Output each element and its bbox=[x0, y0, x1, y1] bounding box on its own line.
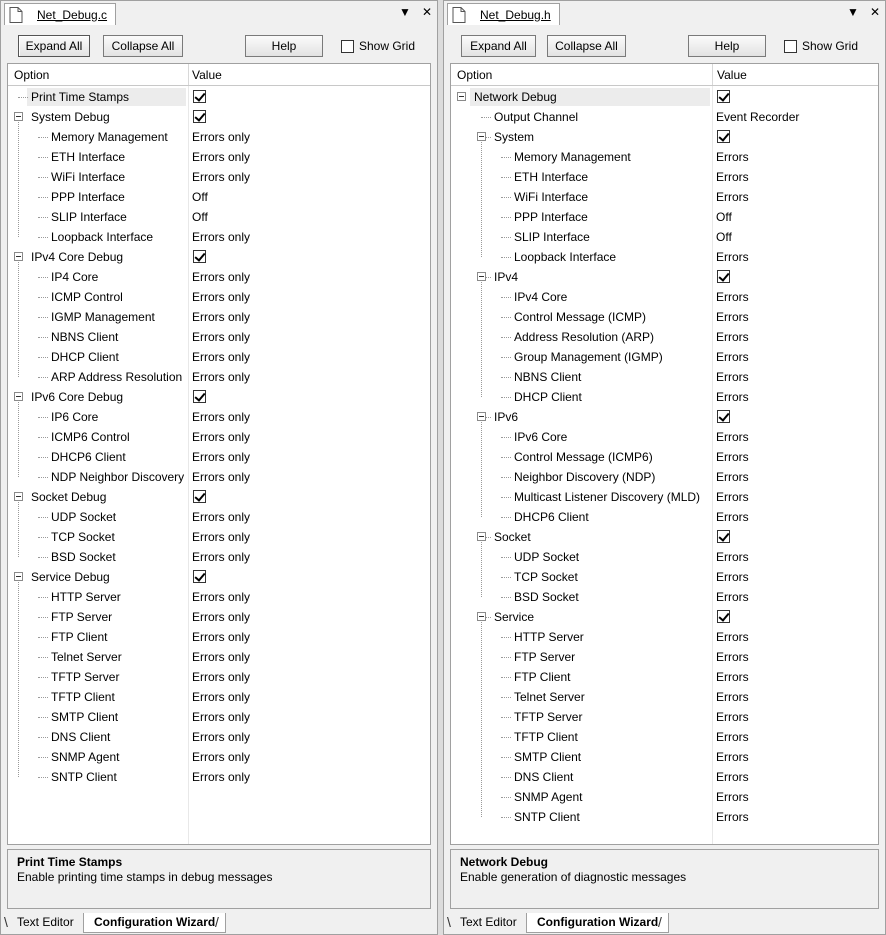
option-label[interactable]: WiFi Interface bbox=[514, 190, 589, 204]
collapse-toggle-icon[interactable] bbox=[14, 252, 23, 261]
dropdown-arrow-icon[interactable]: ▼ bbox=[399, 5, 411, 19]
tree-row[interactable] bbox=[8, 687, 430, 707]
show-grid-label: Show Grid bbox=[359, 39, 416, 53]
option-value[interactable]: Errors bbox=[716, 250, 749, 264]
collapse-toggle-icon[interactable] bbox=[14, 492, 23, 501]
value-column-header[interactable]: Value bbox=[192, 68, 222, 82]
option-value[interactable]: Off bbox=[716, 210, 732, 224]
option-label[interactable]: FTP Client bbox=[51, 630, 108, 644]
option-label[interactable]: System bbox=[494, 130, 535, 144]
tree-row[interactable] bbox=[451, 607, 878, 627]
option-label[interactable]: IPv6 Core Debug bbox=[31, 390, 124, 404]
option-label[interactable]: PPP Interface bbox=[514, 210, 588, 224]
tree-row[interactable] bbox=[451, 147, 878, 167]
option-value[interactable]: Errors bbox=[716, 190, 749, 204]
tree-row[interactable] bbox=[451, 467, 878, 487]
option-value[interactable]: Off bbox=[192, 190, 208, 204]
option-value[interactable]: Errors bbox=[716, 310, 749, 324]
file-tab-bar bbox=[1, 1, 437, 27]
tree-row[interactable] bbox=[451, 367, 878, 387]
option-label[interactable]: Network Debug bbox=[474, 90, 557, 104]
option-label[interactable]: Telnet Server bbox=[51, 650, 122, 664]
option-value[interactable]: Errors only bbox=[192, 610, 251, 624]
close-icon[interactable]: ✕ bbox=[869, 5, 881, 19]
tree-row[interactable] bbox=[451, 207, 878, 227]
bottom-tab-bar: \ Text Editor Configuration Wizard / bbox=[1, 913, 437, 935]
tree-row[interactable] bbox=[8, 667, 430, 687]
option-label[interactable]: IP4 Core bbox=[51, 270, 99, 284]
tree-row[interactable] bbox=[8, 487, 430, 507]
option-label[interactable]: ETH Interface bbox=[514, 170, 589, 184]
option-label[interactable]: NBNS Client bbox=[514, 370, 582, 384]
tree-row[interactable] bbox=[451, 767, 878, 787]
tree-row[interactable] bbox=[8, 127, 430, 147]
option-value[interactable]: Errors only bbox=[192, 590, 251, 604]
option-value[interactable]: Errors only bbox=[192, 330, 251, 344]
option-value[interactable]: Errors bbox=[716, 690, 749, 704]
file-tab[interactable] bbox=[4, 3, 116, 25]
option-label[interactable]: HTTP Server bbox=[51, 590, 121, 604]
file-tab-bar bbox=[444, 1, 885, 27]
tab-configuration-wizard[interactable]: Configuration Wizard bbox=[83, 913, 226, 933]
option-label[interactable]: Neighbor Discovery (NDP) bbox=[514, 470, 656, 484]
tree-row[interactable] bbox=[8, 647, 430, 667]
option-value[interactable]: Errors bbox=[716, 790, 749, 804]
enable-checkbox[interactable] bbox=[193, 90, 206, 103]
description-text: Enable printing time stamps in debug messages bbox=[17, 870, 273, 884]
enable-checkbox[interactable] bbox=[193, 570, 206, 583]
enable-checkbox[interactable] bbox=[717, 270, 730, 283]
bottom-tab-bar: \ Text Editor Configuration Wizard / bbox=[444, 913, 885, 935]
tree-row[interactable] bbox=[8, 407, 430, 427]
option-label[interactable]: TCP Socket bbox=[51, 530, 115, 544]
option-label[interactable]: NDP Neighbor Discovery bbox=[51, 470, 185, 484]
tree-row[interactable] bbox=[8, 627, 430, 647]
collapse-all-button[interactable]: Collapse All bbox=[547, 35, 626, 57]
tree-row[interactable] bbox=[451, 647, 878, 667]
option-label[interactable]: TFTP Client bbox=[51, 690, 115, 704]
option-label[interactable]: PPP Interface bbox=[51, 190, 125, 204]
option-label[interactable]: TFTP Server bbox=[514, 710, 583, 724]
description-pane bbox=[450, 849, 879, 909]
show-grid-label: Show Grid bbox=[802, 39, 859, 53]
tree-row[interactable] bbox=[8, 547, 430, 567]
option-value[interactable]: Errors only bbox=[192, 230, 251, 244]
wizard-toolbar bbox=[7, 31, 431, 61]
option-label[interactable]: IPv6 Core bbox=[514, 430, 568, 444]
tree-row[interactable] bbox=[8, 267, 430, 287]
tree-row[interactable] bbox=[8, 747, 430, 767]
option-label[interactable]: FTP Client bbox=[514, 670, 571, 684]
enable-checkbox[interactable] bbox=[717, 530, 730, 543]
option-label[interactable]: IP6 Core bbox=[51, 410, 99, 424]
option-value[interactable]: Errors bbox=[716, 490, 749, 504]
tree-row[interactable] bbox=[451, 327, 878, 347]
option-label[interactable]: FTP Server bbox=[514, 650, 576, 664]
tree-row[interactable] bbox=[8, 427, 430, 447]
tree-row[interactable] bbox=[8, 167, 430, 187]
option-value[interactable]: Errors only bbox=[192, 350, 251, 364]
option-value[interactable]: Errors only bbox=[192, 690, 251, 704]
option-value[interactable]: Errors bbox=[716, 390, 749, 404]
option-column-header[interactable]: Option bbox=[14, 68, 50, 82]
option-label[interactable]: TFTP Server bbox=[51, 670, 120, 684]
tree-row[interactable] bbox=[451, 247, 878, 267]
option-label[interactable]: UDP Socket bbox=[51, 510, 117, 524]
wizard-toolbar bbox=[450, 31, 879, 61]
tree-row[interactable] bbox=[8, 107, 430, 127]
option-label[interactable]: Address Resolution (ARP) bbox=[514, 330, 655, 344]
option-label[interactable]: BSD Socket bbox=[514, 590, 579, 604]
tab-text-editor[interactable]: Text Editor bbox=[17, 915, 74, 929]
option-label[interactable]: Group Management (IGMP) bbox=[514, 350, 663, 364]
option-value[interactable]: Event Recorder bbox=[716, 110, 800, 124]
option-label[interactable]: Service Debug bbox=[31, 570, 110, 584]
tree-row[interactable] bbox=[8, 387, 430, 407]
option-value[interactable]: Errors only bbox=[192, 510, 251, 524]
option-value[interactable]: Errors only bbox=[192, 270, 251, 284]
expand-all-button[interactable]: Expand All bbox=[461, 35, 536, 57]
option-label[interactable]: DHCP6 Client bbox=[514, 510, 589, 524]
option-value[interactable]: Errors only bbox=[192, 550, 251, 564]
left-editor-panel bbox=[0, 0, 438, 935]
option-label[interactable]: SNTP Client bbox=[514, 810, 580, 824]
option-value[interactable]: Errors bbox=[716, 470, 749, 484]
collapse-toggle-icon[interactable] bbox=[14, 392, 23, 401]
tree-row[interactable] bbox=[8, 707, 430, 727]
option-label[interactable]: Socket Debug bbox=[31, 490, 107, 504]
description-pane bbox=[7, 849, 431, 909]
show-grid-checkbox[interactable] bbox=[341, 39, 415, 53]
option-value[interactable]: Errors only bbox=[192, 670, 251, 684]
tree-row[interactable] bbox=[451, 347, 878, 367]
tree-row[interactable] bbox=[451, 107, 878, 127]
show-grid-box[interactable] bbox=[341, 40, 354, 53]
tree-row[interactable] bbox=[451, 747, 878, 767]
option-label[interactable]: IPv4 Core Debug bbox=[31, 250, 124, 264]
option-column-header[interactable]: Option bbox=[457, 68, 493, 82]
tree-row[interactable] bbox=[451, 427, 878, 447]
tree-row[interactable] bbox=[8, 587, 430, 607]
option-label[interactable]: NBNS Client bbox=[51, 330, 119, 344]
tree-row[interactable] bbox=[451, 787, 878, 807]
tree-row[interactable] bbox=[8, 347, 430, 367]
option-value[interactable]: Errors only bbox=[192, 310, 251, 324]
option-label[interactable]: ETH Interface bbox=[51, 150, 126, 164]
option-value[interactable]: Errors only bbox=[192, 750, 251, 764]
option-label[interactable]: ICMP6 Control bbox=[51, 430, 130, 444]
option-value[interactable]: Errors only bbox=[192, 730, 251, 744]
option-value[interactable]: Errors only bbox=[192, 370, 251, 384]
tree-row[interactable] bbox=[451, 267, 878, 287]
option-value[interactable]: Off bbox=[716, 230, 732, 244]
option-value[interactable]: Errors only bbox=[192, 170, 251, 184]
option-label[interactable]: SNMP Agent bbox=[514, 790, 583, 804]
option-label[interactable]: IGMP Management bbox=[51, 310, 155, 324]
tree-row[interactable] bbox=[451, 307, 878, 327]
option-value[interactable]: Errors bbox=[716, 510, 749, 524]
option-label[interactable]: SLIP Interface bbox=[51, 210, 127, 224]
tree-row[interactable] bbox=[8, 147, 430, 167]
tree-row[interactable] bbox=[8, 607, 430, 627]
tree-row[interactable] bbox=[8, 247, 430, 267]
option-label[interactable]: TFTP Client bbox=[514, 730, 578, 744]
file-icon bbox=[9, 7, 23, 23]
collapse-all-button[interactable]: Collapse All bbox=[103, 35, 183, 57]
file-tab-label: Net_Debug.h bbox=[480, 7, 551, 22]
tree-row[interactable] bbox=[451, 287, 878, 307]
description-text: Enable generation of diagnostic messages bbox=[460, 870, 687, 884]
option-value[interactable]: Errors bbox=[716, 290, 749, 304]
collapse-toggle-icon[interactable] bbox=[14, 572, 23, 581]
option-label[interactable]: SNTP Client bbox=[51, 770, 117, 784]
tree-header bbox=[8, 64, 430, 86]
option-value[interactable]: Errors bbox=[716, 550, 749, 564]
option-value[interactable]: Errors only bbox=[192, 130, 251, 144]
value-column-header[interactable]: Value bbox=[717, 68, 747, 82]
option-value[interactable]: Errors bbox=[716, 570, 749, 584]
tree-row[interactable] bbox=[8, 87, 430, 107]
tab-configuration-wizard[interactable]: Configuration Wizard bbox=[526, 913, 669, 933]
option-label[interactable]: IPv4 bbox=[494, 270, 519, 284]
option-label[interactable]: DNS Client bbox=[514, 770, 574, 784]
tree-row[interactable] bbox=[451, 567, 878, 587]
option-label[interactable]: SMTP Client bbox=[51, 710, 119, 724]
tree-row[interactable] bbox=[451, 667, 878, 687]
option-value[interactable]: Errors only bbox=[192, 650, 251, 664]
option-label[interactable]: DHCP Client bbox=[51, 350, 119, 364]
tree-row[interactable] bbox=[8, 207, 430, 227]
option-value[interactable]: Errors only bbox=[192, 450, 251, 464]
option-label[interactable]: DHCP Client bbox=[514, 390, 582, 404]
enable-checkbox[interactable] bbox=[717, 610, 730, 623]
option-value[interactable]: Errors bbox=[716, 710, 749, 724]
option-label[interactable]: IPv6 bbox=[494, 410, 519, 424]
tree-row[interactable] bbox=[8, 307, 430, 327]
option-value[interactable]: Errors only bbox=[192, 410, 251, 424]
option-value[interactable]: Errors only bbox=[192, 150, 251, 164]
option-value[interactable]: Errors bbox=[716, 590, 749, 604]
tree-row[interactable] bbox=[451, 387, 878, 407]
tree-row[interactable] bbox=[451, 627, 878, 647]
option-label[interactable]: Print Time Stamps bbox=[31, 90, 130, 104]
option-label[interactable]: UDP Socket bbox=[514, 550, 580, 564]
tree-row[interactable] bbox=[451, 227, 878, 247]
collapse-toggle-icon[interactable] bbox=[14, 112, 23, 121]
tree-row[interactable] bbox=[8, 447, 430, 467]
option-label[interactable]: SLIP Interface bbox=[514, 230, 590, 244]
show-grid-checkbox[interactable] bbox=[784, 39, 858, 53]
option-value[interactable]: Errors bbox=[716, 770, 749, 784]
option-value[interactable]: Errors bbox=[716, 150, 749, 164]
option-value[interactable]: Errors bbox=[716, 350, 749, 364]
tree-row[interactable] bbox=[451, 807, 878, 827]
tree-row[interactable] bbox=[451, 587, 878, 607]
tree-row[interactable] bbox=[451, 407, 878, 427]
tree-row[interactable] bbox=[8, 467, 430, 487]
option-label[interactable]: Memory Management bbox=[514, 150, 631, 164]
enable-checkbox[interactable] bbox=[717, 130, 730, 143]
file-tab-label: Net_Debug.c bbox=[37, 7, 108, 22]
enable-checkbox[interactable] bbox=[717, 90, 730, 103]
enable-checkbox[interactable] bbox=[193, 490, 206, 503]
option-value[interactable]: Errors only bbox=[192, 530, 251, 544]
close-icon[interactable]: ✕ bbox=[421, 5, 433, 19]
option-label[interactable]: Memory Management bbox=[51, 130, 168, 144]
collapse-toggle-icon[interactable] bbox=[457, 92, 466, 101]
tree-row[interactable] bbox=[8, 187, 430, 207]
help-button[interactable]: Help bbox=[688, 35, 766, 57]
tree-header bbox=[451, 64, 878, 86]
tree-row[interactable] bbox=[8, 367, 430, 387]
option-label[interactable]: Control Message (ICMP6) bbox=[514, 450, 653, 464]
option-value[interactable]: Errors only bbox=[192, 710, 251, 724]
tree-row[interactable] bbox=[451, 527, 878, 547]
option-label[interactable]: Loopback Interface bbox=[51, 230, 154, 244]
description-title: Print Time Stamps bbox=[17, 855, 123, 869]
option-value[interactable]: Errors bbox=[716, 330, 749, 344]
tree-row[interactable] bbox=[8, 287, 430, 307]
right-editor-panel bbox=[443, 0, 886, 935]
option-value[interactable]: Errors bbox=[716, 670, 749, 684]
option-label[interactable]: IPv4 Core bbox=[514, 290, 568, 304]
option-label[interactable]: SMTP Client bbox=[514, 750, 582, 764]
tree-row[interactable] bbox=[451, 87, 878, 107]
show-grid-box[interactable] bbox=[784, 40, 797, 53]
collapse-toggle-icon[interactable] bbox=[477, 132, 486, 141]
option-value[interactable]: Errors only bbox=[192, 770, 251, 784]
option-value[interactable]: Errors only bbox=[192, 430, 251, 444]
collapse-toggle-icon[interactable] bbox=[477, 272, 486, 281]
tree-row[interactable] bbox=[451, 727, 878, 747]
enable-checkbox[interactable] bbox=[193, 250, 206, 263]
option-label[interactable]: Multicast Listener Discovery (MLD) bbox=[514, 490, 701, 504]
option-label[interactable]: BSD Socket bbox=[51, 550, 116, 564]
tree-row[interactable] bbox=[8, 767, 430, 787]
option-label[interactable]: TCP Socket bbox=[514, 570, 578, 584]
tab-text-editor[interactable]: Text Editor bbox=[460, 915, 517, 929]
tree-row[interactable] bbox=[8, 227, 430, 247]
option-label[interactable]: ICMP Control bbox=[51, 290, 123, 304]
option-value[interactable]: Errors bbox=[716, 430, 749, 444]
tree-row[interactable] bbox=[8, 527, 430, 547]
option-label[interactable]: ARP Address Resolution bbox=[51, 370, 183, 384]
tree-row[interactable] bbox=[8, 327, 430, 347]
description-title: Network Debug bbox=[460, 855, 549, 869]
tree-row[interactable] bbox=[451, 707, 878, 727]
option-label[interactable]: Control Message (ICMP) bbox=[514, 310, 647, 324]
option-value[interactable]: Errors only bbox=[192, 470, 251, 484]
option-label[interactable]: DNS Client bbox=[51, 730, 111, 744]
collapse-toggle-icon[interactable] bbox=[477, 612, 486, 621]
option-value[interactable]: Off bbox=[192, 210, 208, 224]
option-label[interactable]: System Debug bbox=[31, 110, 110, 124]
file-icon bbox=[452, 7, 466, 23]
dropdown-arrow-icon[interactable]: ▼ bbox=[847, 5, 859, 19]
tree-row[interactable] bbox=[8, 507, 430, 527]
option-label[interactable]: Service bbox=[494, 610, 535, 624]
tree-row[interactable] bbox=[451, 547, 878, 567]
expand-all-button[interactable]: Expand All bbox=[18, 35, 90, 57]
tree-row[interactable] bbox=[451, 687, 878, 707]
option-value[interactable]: Errors bbox=[716, 370, 749, 384]
option-label[interactable]: HTTP Server bbox=[514, 630, 584, 644]
tree-row[interactable] bbox=[451, 187, 878, 207]
option-value[interactable]: Errors bbox=[716, 650, 749, 664]
option-label[interactable]: Telnet Server bbox=[514, 690, 585, 704]
option-value[interactable]: Errors bbox=[716, 730, 749, 744]
help-button[interactable]: Help bbox=[245, 35, 323, 57]
tree-row[interactable] bbox=[451, 447, 878, 467]
option-tree bbox=[7, 63, 431, 845]
collapse-toggle-icon[interactable] bbox=[477, 412, 486, 421]
option-value[interactable]: Errors only bbox=[192, 630, 251, 644]
tree-row[interactable] bbox=[451, 487, 878, 507]
option-label[interactable]: SNMP Agent bbox=[51, 750, 120, 764]
option-label[interactable]: Output Channel bbox=[494, 110, 579, 124]
option-value[interactable]: Errors bbox=[716, 170, 749, 184]
enable-checkbox[interactable] bbox=[717, 410, 730, 423]
tree-row[interactable] bbox=[451, 507, 878, 527]
tree-row[interactable] bbox=[8, 567, 430, 587]
option-label[interactable]: DHCP6 Client bbox=[51, 450, 126, 464]
file-tab[interactable] bbox=[447, 3, 560, 25]
option-label[interactable]: Loopback Interface bbox=[514, 250, 617, 264]
tree-row[interactable] bbox=[451, 127, 878, 147]
option-value[interactable]: Errors only bbox=[192, 290, 251, 304]
option-label[interactable]: WiFi Interface bbox=[51, 170, 126, 184]
tree-row[interactable] bbox=[8, 727, 430, 747]
option-value[interactable]: Errors bbox=[716, 810, 749, 824]
option-value[interactable]: Errors bbox=[716, 750, 749, 764]
option-value[interactable]: Errors bbox=[716, 630, 749, 644]
option-tree bbox=[450, 63, 879, 845]
collapse-toggle-icon[interactable] bbox=[477, 532, 486, 541]
option-label[interactable]: Socket bbox=[494, 530, 531, 544]
tree-row[interactable] bbox=[451, 167, 878, 187]
option-label[interactable]: FTP Server bbox=[51, 610, 113, 624]
option-value[interactable]: Errors bbox=[716, 450, 749, 464]
enable-checkbox[interactable] bbox=[193, 110, 206, 123]
enable-checkbox[interactable] bbox=[193, 390, 206, 403]
